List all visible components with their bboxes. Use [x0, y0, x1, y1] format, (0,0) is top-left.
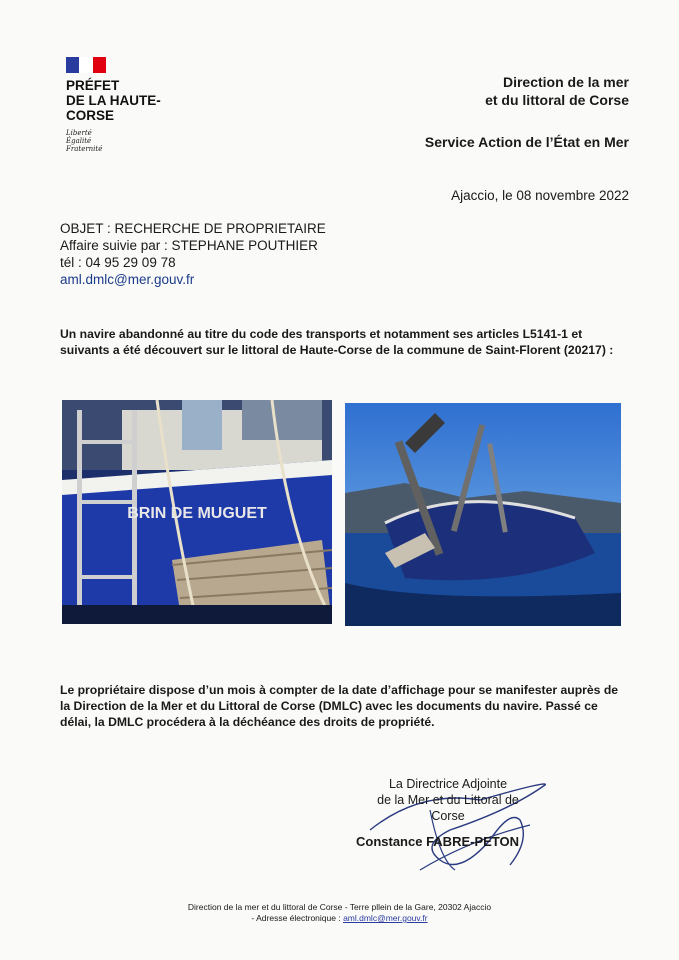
objet-subject: RECHERCHE DE PROPRIETAIRE — [114, 221, 326, 236]
signatory-name: Constance FABRE-PETON — [356, 834, 520, 849]
objet-line — [60, 220, 326, 237]
signatory-title-line-2: de la Mer et du Littoral de Corse — [377, 793, 519, 823]
abandoned-vessel-notice: Un navire abandonné au titre du code des transports et notamment ses articles L5141-1 et suivants a été découvert sur le littoral de Haute-Corse de la commune de Saint-Florent (20217) : — [60, 327, 614, 357]
boat-bow-photo — [345, 403, 621, 626]
footer — [0, 902, 679, 924]
footer-email-line — [0, 913, 679, 924]
motto-fraternite: Fraternité — [66, 145, 103, 153]
footer-email-link[interactable]: aml.dmlc@mer.gouv.fr — [343, 913, 428, 923]
prefet-line-2: DE LA HAUTE- — [66, 93, 161, 108]
telephone: tél : 04 95 29 09 78 — [60, 255, 176, 270]
motto-egalite: Égalité — [66, 137, 92, 145]
prefet-line-1: PRÉFET — [66, 78, 120, 93]
direction-title — [485, 73, 629, 109]
footer-email-label: - Adresse électronique : — [251, 913, 344, 923]
boat-name-label: BRIN DE MUGUET — [127, 505, 267, 522]
signatory-title — [368, 776, 528, 824]
prefet-line-3: CORSE — [66, 108, 115, 123]
service-title: Service Action de l’État en Mer — [424, 134, 629, 150]
footer-address: Direction de la mer et du littoral de Corse - Terre pllein de la Gare, 20302 Ajaccio — [187, 902, 492, 912]
french-flag-logo — [66, 57, 106, 73]
prefet-title — [66, 78, 161, 123]
motto-liberte: Liberté — [66, 129, 92, 137]
flag-blue-band — [66, 57, 79, 73]
direction-line-1: Direction de la mer — [502, 74, 629, 90]
letter-date: Ajaccio, le 08 novembre 2022 — [451, 188, 629, 203]
flag-white-band — [79, 57, 92, 73]
objet-label: OBJET : — [60, 221, 115, 236]
flag-red-band — [93, 57, 106, 73]
signatory-title-line-1: La Directrice Adjointe — [388, 777, 508, 791]
republic-motto — [66, 129, 102, 153]
boat-stern-photo — [62, 400, 332, 624]
affaire-suivie: Affaire suivie par : STEPHANE POUTHIER — [60, 238, 318, 253]
objet-block — [60, 220, 326, 288]
contact-email[interactable]: aml.dmlc@mer.gouv.fr — [60, 272, 195, 287]
owner-deadline-notice: Le propriétaire dispose d’un mois à compter de la date d’affichage pour se manifester auprès de la Direction de la Mer et du Littoral de Corse (DMLC) avec les documents du navire. Passé ce délai, la DMLC procédera à la déchéance des droits de propriété. — [60, 683, 619, 729]
direction-line-2: et du littoral de Corse — [485, 92, 629, 108]
